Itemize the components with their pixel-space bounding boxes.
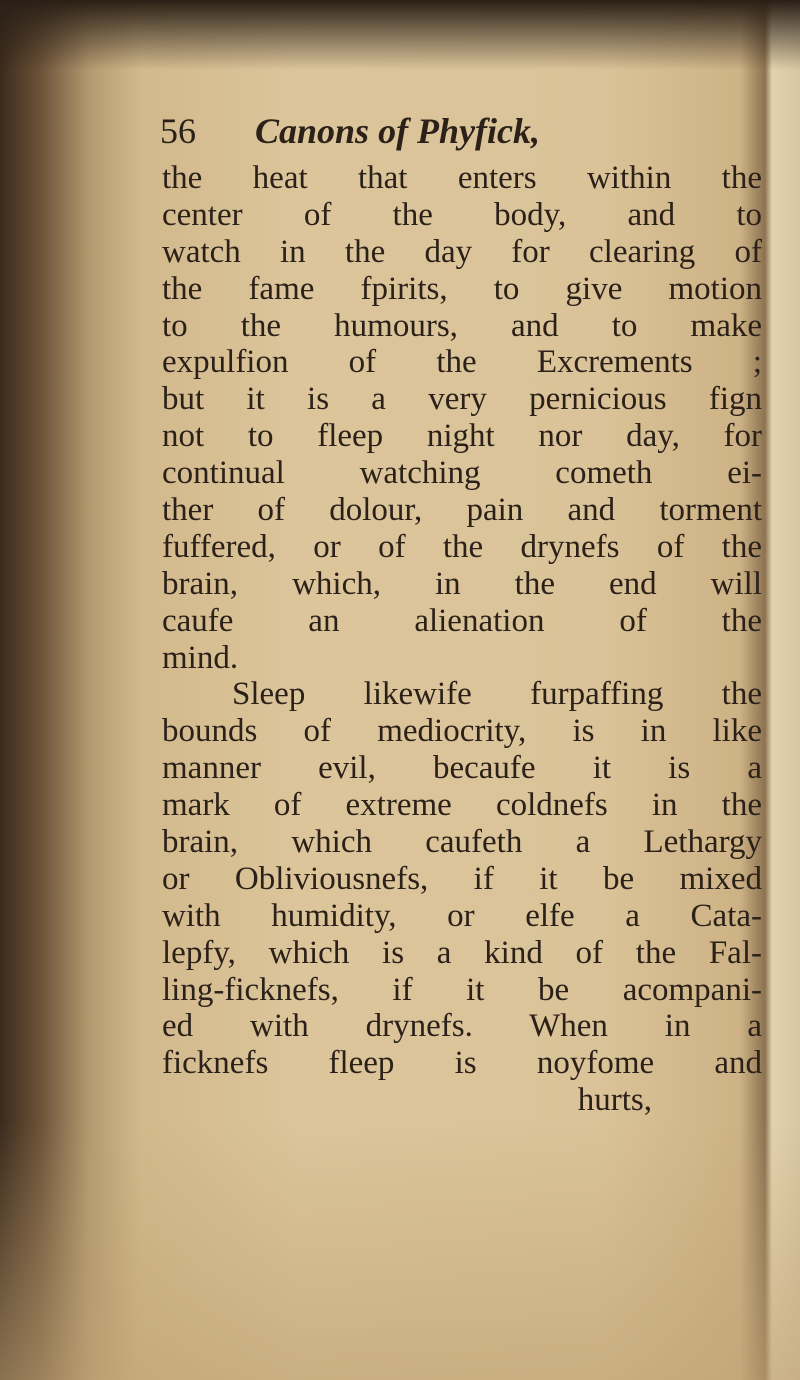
text-line: brain, which caufeth a Lethargy: [162, 824, 762, 861]
page-bottom-tone: [0, 1120, 800, 1380]
text-line: ther of dolour, pain and torment: [162, 492, 762, 529]
text-line: brain, which, in the end will: [162, 565, 762, 602]
text-line: caufe an alienation of the: [162, 602, 762, 639]
text-line: fuffered, or of the drynefs of the: [162, 528, 762, 565]
text-line: mind.: [162, 639, 239, 676]
text-line: the heat that enters within the: [162, 160, 762, 196]
text-line: bounds of mediocrity, is in like: [162, 713, 762, 750]
text-line: ling-ficknefs, if it be acompani-: [162, 971, 762, 1008]
text-line: ficknefs fleep is noyfome and: [162, 1045, 762, 1082]
text-line: mark of extreme coldnefs in the: [162, 787, 762, 824]
page-top-shadow: [0, 0, 800, 70]
text-line: but it is a very pernicious fign: [162, 381, 762, 418]
text-line: the fame fpirits, to give motion: [162, 270, 762, 307]
text-line: ed with drynefs. When in a: [162, 1008, 762, 1045]
text-line: lepfy, which is a kind of the Fal-: [162, 934, 762, 971]
text-line: with humidity, or elfe a Cata-: [162, 897, 762, 934]
text-line: watch in the day for clearing of: [162, 233, 762, 270]
paragraph-start-line: Sleep likewife furpaffing the: [232, 676, 762, 713]
body-text: [162, 160, 762, 1119]
catchword-line: hurts,: [577, 1082, 652, 1119]
text-line: manner evil, becaufe it is a: [162, 750, 762, 787]
text-line: not to fleep night nor day, for: [162, 418, 762, 455]
facing-page-edge: [777, 290, 800, 1190]
text-line: to the humours, and to make: [162, 307, 762, 344]
text-line: or Obliviousnefs, if it be mixed: [162, 860, 762, 897]
text-line: continual watching cometh ei-: [162, 455, 762, 492]
text-line: center of the body, and to: [162, 196, 762, 233]
page-number: 56: [160, 111, 196, 151]
text-line: expulfion of the Excrements ;: [162, 344, 762, 381]
page-header: [160, 110, 760, 152]
running-title: Canons of Phyfick,: [255, 111, 541, 151]
